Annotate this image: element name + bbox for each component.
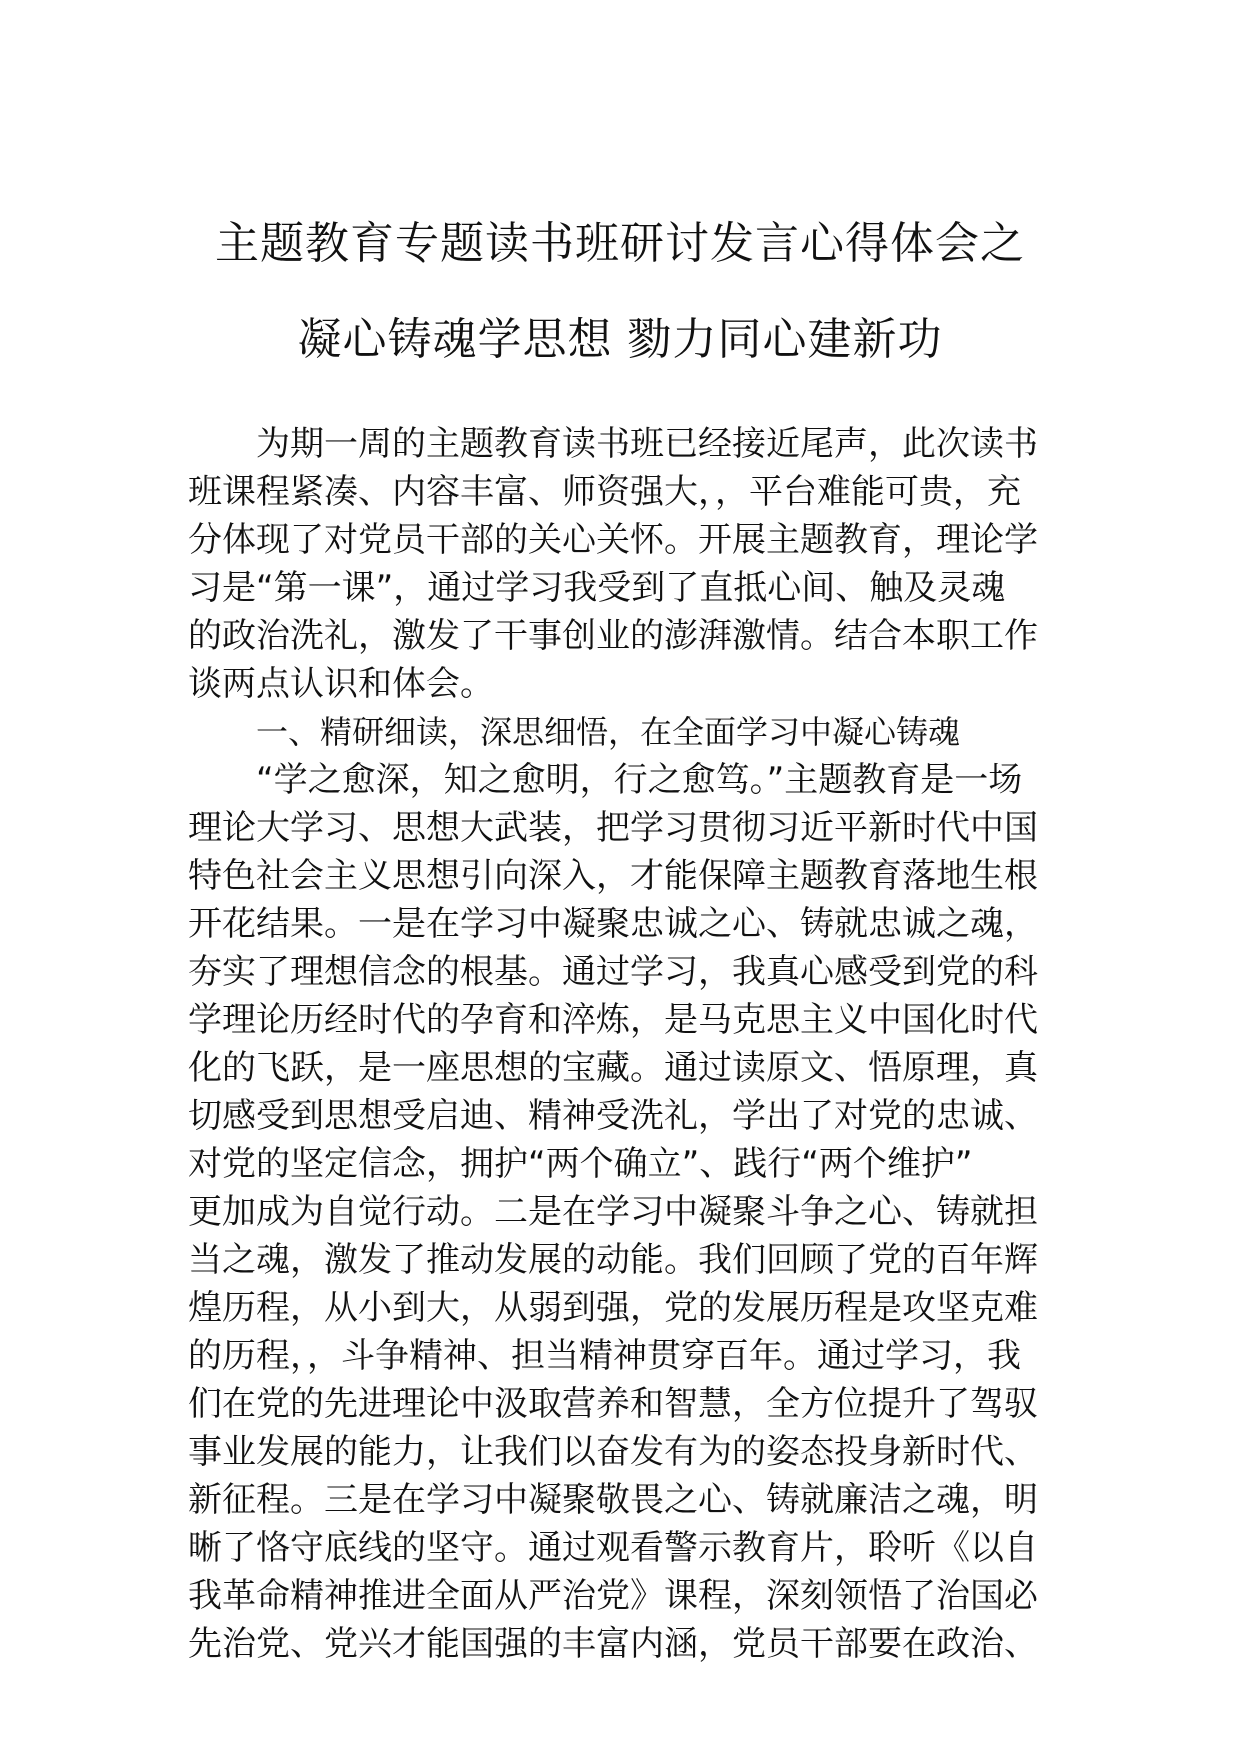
paragraph-line: 们在党的先进理论中汲取营养和智慧，全方位提升了驾驭 <box>188 1384 1038 1424</box>
paragraph-line: “学之愈深，知之愈明，行之愈笃。”主题教育是一场 <box>256 760 1023 800</box>
paragraph-line: 先治党、党兴才能国强的丰富内涵，党员干部要在政治、 <box>188 1624 1038 1664</box>
paragraph-line: 夯实了理想信念的根基。通过学习，我真心感受到党的科 <box>188 952 1038 992</box>
paragraph-line: 学理论历经时代的孕育和淬炼，是马克思主义中国化时代 <box>188 1000 1038 1040</box>
paragraph-line: 班课程紧凑、内容丰富、师资强大，，平台难能可贵，充 <box>188 472 1021 512</box>
paragraph-line: 化的飞跃，是一座思想的宝藏。通过读原文、悟原理，真 <box>188 1048 1038 1088</box>
paragraph-line: 习是“第一课”，通过学习我受到了直抵心间、触及灵魂 <box>188 568 1006 608</box>
paragraph-line: 为期一周的主题教育读书班已经接近尾声，此次读书 <box>256 424 1038 464</box>
paragraph-line: 更加成为自觉行动。二是在学习中凝聚斗争之心、铸就担 <box>188 1192 1038 1232</box>
paragraph-line: 新征程。三是在学习中凝聚敬畏之心、铸就廉洁之魂，明 <box>188 1480 1038 1520</box>
paragraph-line: 的历程，，斗争精神、担当精神贯穿百年。通过学习，我 <box>188 1336 1021 1376</box>
paragraph-line: 分体现了对党员干部的关心关怀。开展主题教育，理论学 <box>188 520 1038 560</box>
section-heading: 一、精研细读，深思细悟，在全面学习中凝心铸魂 <box>256 713 961 751</box>
paragraph-line: 开花结果。一是在学习中凝聚忠诚之心、铸就忠诚之魂， <box>188 904 1038 944</box>
paragraph-line: 的政治洗礼，激发了干事创业的澎湃激情。结合本职工作 <box>188 616 1038 656</box>
document-title: 主题教育专题读书班研讨发言心得体会之 <box>215 218 1025 269</box>
document-body <box>188 420 1052 1668</box>
paragraph-line: 对党的坚定信念，拥护“两个确立”、践行“两个维护” <box>188 1144 973 1184</box>
paragraph-line: 谈两点认识和体会。 <box>188 664 494 704</box>
paragraph-line: 理论大学习、思想大武装，把学习贯彻习近平新时代中国 <box>188 808 1038 848</box>
paragraph-line: 切感受到思想受启迪、精神受洗礼，学出了对党的忠诚、 <box>188 1096 1038 1136</box>
document-subtitle: 凝心铸魂学思想 勠力同心建新功 <box>297 314 943 365</box>
paragraph-line: 煌历程，从小到大，从弱到强，党的发展历程是攻坚克难 <box>188 1288 1038 1328</box>
paragraph-line: 当之魂，激发了推动发展的动能。我们回顾了党的百年辉 <box>188 1240 1038 1280</box>
paragraph-line: 事业发展的能力，让我们以奋发有为的姿态投身新时代、 <box>188 1432 1038 1472</box>
paragraph-line: 晰了恪守底线的坚守。通过观看警示教育片，聆听《以自 <box>188 1528 1038 1568</box>
paragraph-line: 特色社会主义思想引向深入，才能保障主题教育落地生根 <box>188 856 1038 896</box>
paragraph-line: 我革命精神推进全面从严治党》课程，深刻领悟了治国必 <box>188 1576 1038 1616</box>
